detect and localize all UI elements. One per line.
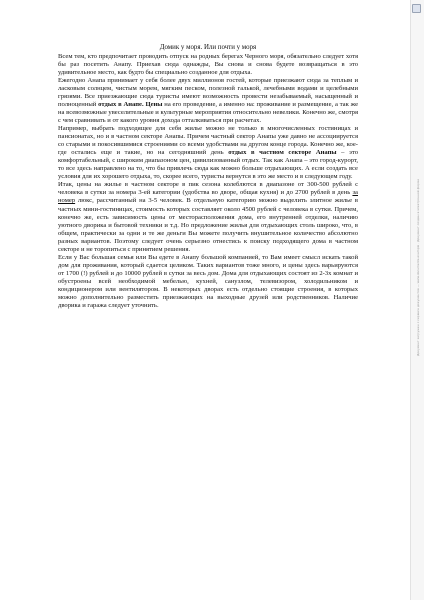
paragraph-prices bbox=[58, 181, 358, 253]
paragraph-guests-text-b: на его проведение, а именно на: проживание и размещение, а так же на всевозможные увеселительные и культурные мероприятия относительно невелики. Конечно же, смотря с чем сравнивать и от какого уровня дохода отталкиваться при расчетах. bbox=[58, 100, 359, 125]
paragraph-private-text-a: Например, выбрать подходящее для себя жилье можно не только в многочисленных гостиницах и пансионатах, но и в частном секторе Анапы. Причем частный сектор Анапы уже давно не ассоциируется со старыми и покосившимися строениями со всеми удобствами на другом конце города. Конечно же, кое-где остались еще и такие, но на сегодняшний день bbox=[58, 125, 358, 157]
paragraph-private-bold: отдых в частном секторе Анапы bbox=[228, 149, 337, 157]
paragraph-family: Если у Вас большая семья или Вы едете в Анапу большой компанией, то Вам имеет смысл искать такой дом для проживания, который сдается целиком. Таких вариантов тоже много, и цены здесь варьируются от 1700 (!) рублей и до 10000 рублей в сутки за весь дом. Дома для отдыхающих состоят из 2-3х комнат и обустроены всей необходимой мебелью, кухней, санузлом, телевизором, холодильником и кондиционером или вентилятором. В некоторых дворах есть отдельно стоящие строения, в которых можно дополнительно разместить приезжающих на выходные друзей или родственников. Наличие дворика и гаража следует уточнить. bbox=[58, 253, 358, 310]
paragraph-private-text-b: – это комфортабельный, с широким диапазоном цен, цивилизованный отдых. Так как Анапа – это город-курорт, то все здесь направлено на то, что бы привлечь сюда как можно больше отдыхающих. А если создать все условия для их хорошего отдыха, то, скорее всего, туристы вернутся в это же место и в следующем году. bbox=[58, 149, 359, 181]
document-body bbox=[58, 44, 358, 310]
paragraph-guests bbox=[58, 77, 358, 125]
paragraph-prices-underlined: за номер bbox=[58, 189, 358, 205]
paragraph-guests-bold: отдых в Анапе. Цены bbox=[98, 100, 163, 108]
paragraph-prices-text-b: люкс, рассчитанный на 3-5 человек. В отдельную категорию можно выделить элитное жилье в частных мини-гостиницах, стоимость которых составляет около 4500 рублей с человека в сутки. Причем, конечно же, есть зависимость цены от месторасположения дома, его внутренней отделки, наличию уютного дворика и бытовой техники и т.д. Но предложение жилья для отдыхающих столь широко, что, в общем, практически за одни и те же деньги Вы можете получить внушительное количество абсолютно разных вариантов. Поэтому следует очень серьезно отнестись к поиску подходящего дома в частном секторе и не торопиться с принятием решения. bbox=[58, 197, 358, 253]
side-strip bbox=[410, 0, 424, 600]
document-logo-icon bbox=[412, 4, 421, 13]
paragraph-private-sector bbox=[58, 125, 358, 181]
side-vertical-text: Документ загружен с сервиса документов — www.documents.example · Документ создан в электронной форме bbox=[416, 178, 420, 356]
paragraph-guests-text-a: Ежегодно Анапа принимает у себя более двух миллионов гостей, которые приезжают сюда за теплым и ласковым солнцем, чистым морем, мягким песком, полезной галькой, лечебными водами и целебными грязями. Все приезжающие сюда туристы имеют возможность провести незабываемый, насыщенный и полноценный bbox=[58, 76, 358, 108]
paragraph-prices-text-a: Итак, цены на жилье в частном секторе в пик сезона колеблются в диапазоне от 300-500 рублей с человека в сутки за номера 3-ей категории (удобства во дворе, общая кухня) и до 2700 рублей в день bbox=[58, 181, 358, 197]
paragraph-intro: Всем тем, кто предпочитает проводить отпуск на родных берегах Черного моря, обязательно следует хотя бы раз посетить Анапу. Приехав сюда однажды, Вы снова и снова будете возвращаться в это удивительное место, как будто бы специально созданное для отдыха. bbox=[58, 52, 358, 76]
document-title: Домик у моря. Или почти у моря bbox=[159, 44, 257, 51]
